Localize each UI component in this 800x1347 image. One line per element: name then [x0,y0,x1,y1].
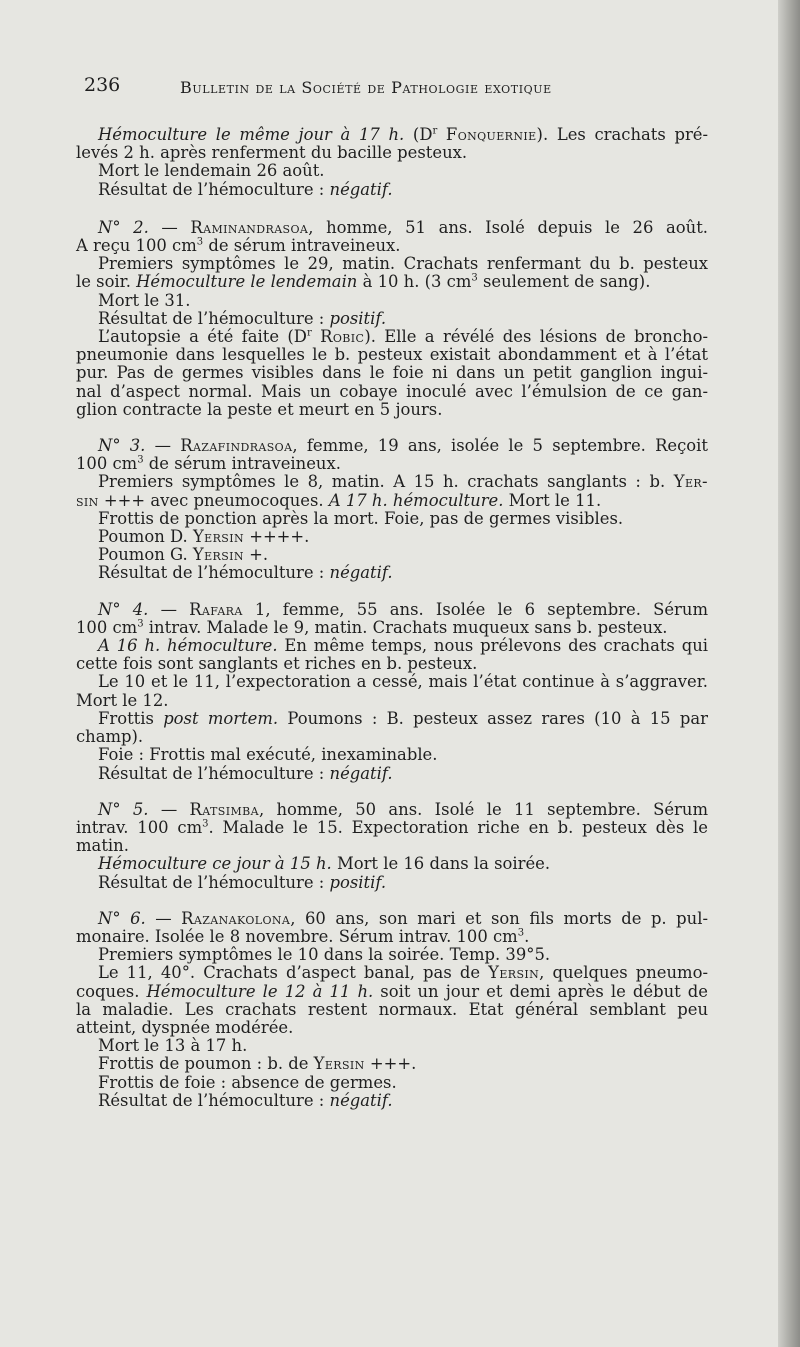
text-line [76,219,708,237]
text-run: Mort le 12. [76,690,169,710]
text-run: Poumon D. [98,527,193,547]
italic-text: Hémoculture le 12 à 11 h. [146,981,374,1001]
text-run: intrav. Malade le 9, matin. Crachats muqueux sans b. pesteux. [143,617,668,637]
text-line [76,928,708,946]
italic-text: négatif. [329,179,393,199]
text-run: monaire. Isolée le 8 novembre. Sérum intrav. 100 cm [76,926,518,946]
text-run: Frottis de poumon : b. de [98,1054,314,1074]
text-run: à 10 h. (3 cm [357,272,472,292]
text-line [76,273,708,291]
italic-text: N° 2. [98,217,149,237]
text-run: ). Elle a révélé des lésions de broncho- [364,327,708,347]
proper-name: Ratsimba [189,799,259,819]
text-run: cette fois sont sanglants et riches en b. pesteux. [76,654,478,674]
proper-name: Yer- [673,472,708,492]
running-header [84,74,724,106]
text-run: , quelques pneumo- [539,963,708,983]
italic-text: N° 4. [98,599,149,619]
text-line [76,144,708,162]
text-run: — [148,799,190,819]
text-line [76,126,708,144]
text-run: coques. [76,981,147,1001]
text-line [76,237,708,255]
text-line [76,910,708,928]
text-run: 100 cm [76,617,138,637]
text-line [76,364,708,382]
text-line [76,837,708,855]
text-line [76,710,708,728]
text-run: 3 [517,927,525,939]
italic-text: N° 6. [98,908,146,928]
text-line [76,510,708,528]
text-line [76,1019,708,1037]
text-line [76,728,708,746]
page-number: 236 [84,74,121,96]
text-run: 3 [471,272,478,284]
text-line [76,746,708,764]
text-run: de sérum intraveineux. [203,236,401,256]
text-line [76,401,708,419]
text-run: champ). [76,727,144,747]
text-line [76,637,708,655]
text-run: Premiers symptômes le 8, matin. A 15 h. crachats sanglants : b. [98,472,674,492]
text-run: Mort le 11. [503,490,602,510]
italic-text: Hémoculture le même jour à 17 h. [98,125,405,144]
text-line [76,964,708,982]
text-run: Poumon G. [98,545,193,565]
proper-name: Yersin [488,963,540,983]
text-run: +. [243,545,269,565]
text-run: L’autopsie a été faite (D [98,327,307,347]
text-run: Résultat de l’hémoculture : [98,563,330,583]
text-line [76,946,708,964]
text-line [76,255,708,273]
text-line [76,346,708,364]
text-line [76,655,708,673]
text-run: Le 11, 40°. Crachats d’aspect banal, pas de [98,963,489,983]
text-run: Résultat de l’hémoculture : [98,308,330,328]
text-run: atteint, dyspnée modérée. [76,1017,294,1037]
text-line [76,692,708,710]
case-3 [76,437,708,583]
text-run: r [306,327,312,339]
text-run: Le 10 et le 11, l’expectoration a cessé, mais l’état continue à s’aggraver. [98,672,708,692]
text-run: , femme, 19 ans, isolée le 5 septembre. Reçoit [292,436,708,456]
text-run: levés 2 h. après renferment du bacille pesteux. [76,143,468,163]
text-line [76,1001,708,1019]
text-run: ). Les crachats pré- [536,125,709,144]
text-line [76,801,708,819]
text-run: 3 [202,818,209,830]
text-run: matin. [76,836,129,856]
case-2 [76,219,708,419]
italic-text: A 16 h. hémoculture. [98,636,278,656]
text-run: Foie : Frottis mal exécuté, inexaminable. [98,745,438,765]
text-line [76,601,708,619]
proper-name: Robic [320,327,365,347]
text-run: Résultat de l’hémoculture : [98,179,330,199]
case-continuation [76,126,708,199]
text-run: +++. [364,1054,417,1074]
text-line [76,292,708,310]
text-run: . Malade le 15. Expectoration riche en b. pesteux dès le [208,817,708,837]
text-run: intrav. 100 cm [76,817,203,837]
text-line [76,619,708,637]
text-run: glion contracte la peste et meurt en 5 jours. [76,399,443,419]
text-run: +++ avec pneumocoques. [98,490,329,510]
proper-name: Yersin [192,545,244,565]
case-4 [76,601,708,783]
text-line [76,546,708,564]
text-run: r [432,125,438,137]
proper-name: Fonquernie [445,125,537,144]
text-run: Mort le 16 dans la soirée. [331,854,551,874]
text-run: Frottis de ponction après la mort. Foie, pas de germes visibles. [98,508,624,528]
text-line [76,564,708,582]
text-run: — [145,436,181,456]
text-run: 1, femme, 55 ans. Isolée le 6 septembre. Sérum [242,599,708,619]
proper-name: Razafindrasoa [180,436,293,456]
text-run: de sérum intraveineux. [143,454,341,474]
text-line [76,328,708,346]
text-line [76,1055,708,1073]
text-run: pur. Pas de germes visibles dans le foie ni dans un petit ganglion ingui- [76,363,708,383]
text-line [76,473,708,491]
italic-text: N° 5. [98,799,149,819]
text-line [76,437,708,455]
proper-name: Rafara [189,599,243,619]
running-title: Bulletin de la Société de Pathologie exotique [180,78,552,97]
text-run: ++++. [244,527,310,547]
italic-text: N° 3. [98,436,146,456]
text-run: 3 [137,454,144,466]
proper-name: Razanakolona [181,908,291,928]
text-run: Premiers symptômes le 29, matin. Crachats renfermant du b. pesteux [98,254,708,274]
text-run: pneumonie dans lesquelles le b. pesteux existait abondamment et à l’état [76,345,708,365]
text-line [76,819,708,837]
text-run: 3 [196,236,204,248]
text-run: Poumons : B. pesteux assez rares (10 à 15 par [278,708,708,728]
text-run: (D [404,125,433,144]
text-run: soit un jour et demi après le début de [373,981,709,1001]
text-line [76,855,708,873]
italic-text: Hémoculture ce jour à 15 h. [98,854,332,874]
proper-name: Yersin [313,1054,365,1074]
text-line [76,492,708,510]
text-run: Premiers symptômes le 10 dans la soirée. Temp. 39°5. [98,945,551,965]
text-line [76,874,708,892]
text-run: Résultat de l’hémoculture : [98,763,330,783]
text-line [76,162,708,180]
case-6 [76,910,708,1110]
text-run: En même temps, nous prélevons des crachats qui [277,636,708,656]
text-run: le soir. [76,272,137,292]
text-run: la maladie. Les crachats restent normaux. Etat général semblant peu [76,999,708,1019]
text-run: Mort le 13 à 17 h. [98,1036,248,1056]
italic-text: positif. [329,308,387,328]
text-run: , homme, 50 ans. Isolé le 11 septembre. Sérum [258,799,708,819]
proper-name: sin [76,490,99,510]
page-edge [778,0,800,1347]
text-line [76,1074,708,1092]
text-run: seulement de sang). [477,272,651,292]
body-text [76,126,708,1128]
text-line [76,1037,708,1055]
text-run: , 60 ans, son mari et son fils morts de p. pul- [290,908,709,928]
text-line [76,765,708,783]
text-run: Frottis de foie : absence de germes. [98,1072,397,1092]
text-line [76,673,708,691]
text-run: Résultat de l’hémoculture : [98,1090,330,1110]
text-run: — [148,217,191,237]
text-run: . [524,926,530,946]
italic-text: négatif. [329,1090,393,1110]
text-run: — [145,908,182,928]
text-line [76,983,708,1001]
italic-text: positif. [329,872,387,892]
text-run: Frottis [98,708,164,728]
text-line [76,528,708,546]
text-run: 3 [137,618,144,630]
proper-name: Yersin [192,527,244,547]
text-run: Mort le 31. [98,290,191,310]
text-run: Résultat de l’hémoculture : [98,872,330,892]
proper-name: Raminandrasoa [190,217,309,237]
text-run [437,125,446,144]
italic-text: négatif. [329,763,393,783]
text-run: — [148,599,190,619]
text-run: , homme, 51 ans. Isolé depuis le 26 août. [308,217,709,237]
italic-text: post mortem. [163,708,279,728]
text-line [76,1092,708,1110]
text-run: nal d’aspect normal. Mais un cobaye inoculé avec l’émulsion de ce gan- [76,381,708,401]
text-line [76,181,708,199]
text-run: A reçu 100 cm [76,236,197,256]
italic-text: négatif. [329,563,393,583]
case-5 [76,801,708,892]
italic-text: Hémoculture le lendemain [136,272,358,292]
text-line [76,310,708,328]
text-line [76,455,708,473]
italic-text: A 17 h. hémoculture. [328,490,504,510]
text-line [76,383,708,401]
text-run [312,327,320,346]
text-run: 100 cm [76,454,138,474]
text-run: Mort le lendemain 26 août. [98,161,325,181]
